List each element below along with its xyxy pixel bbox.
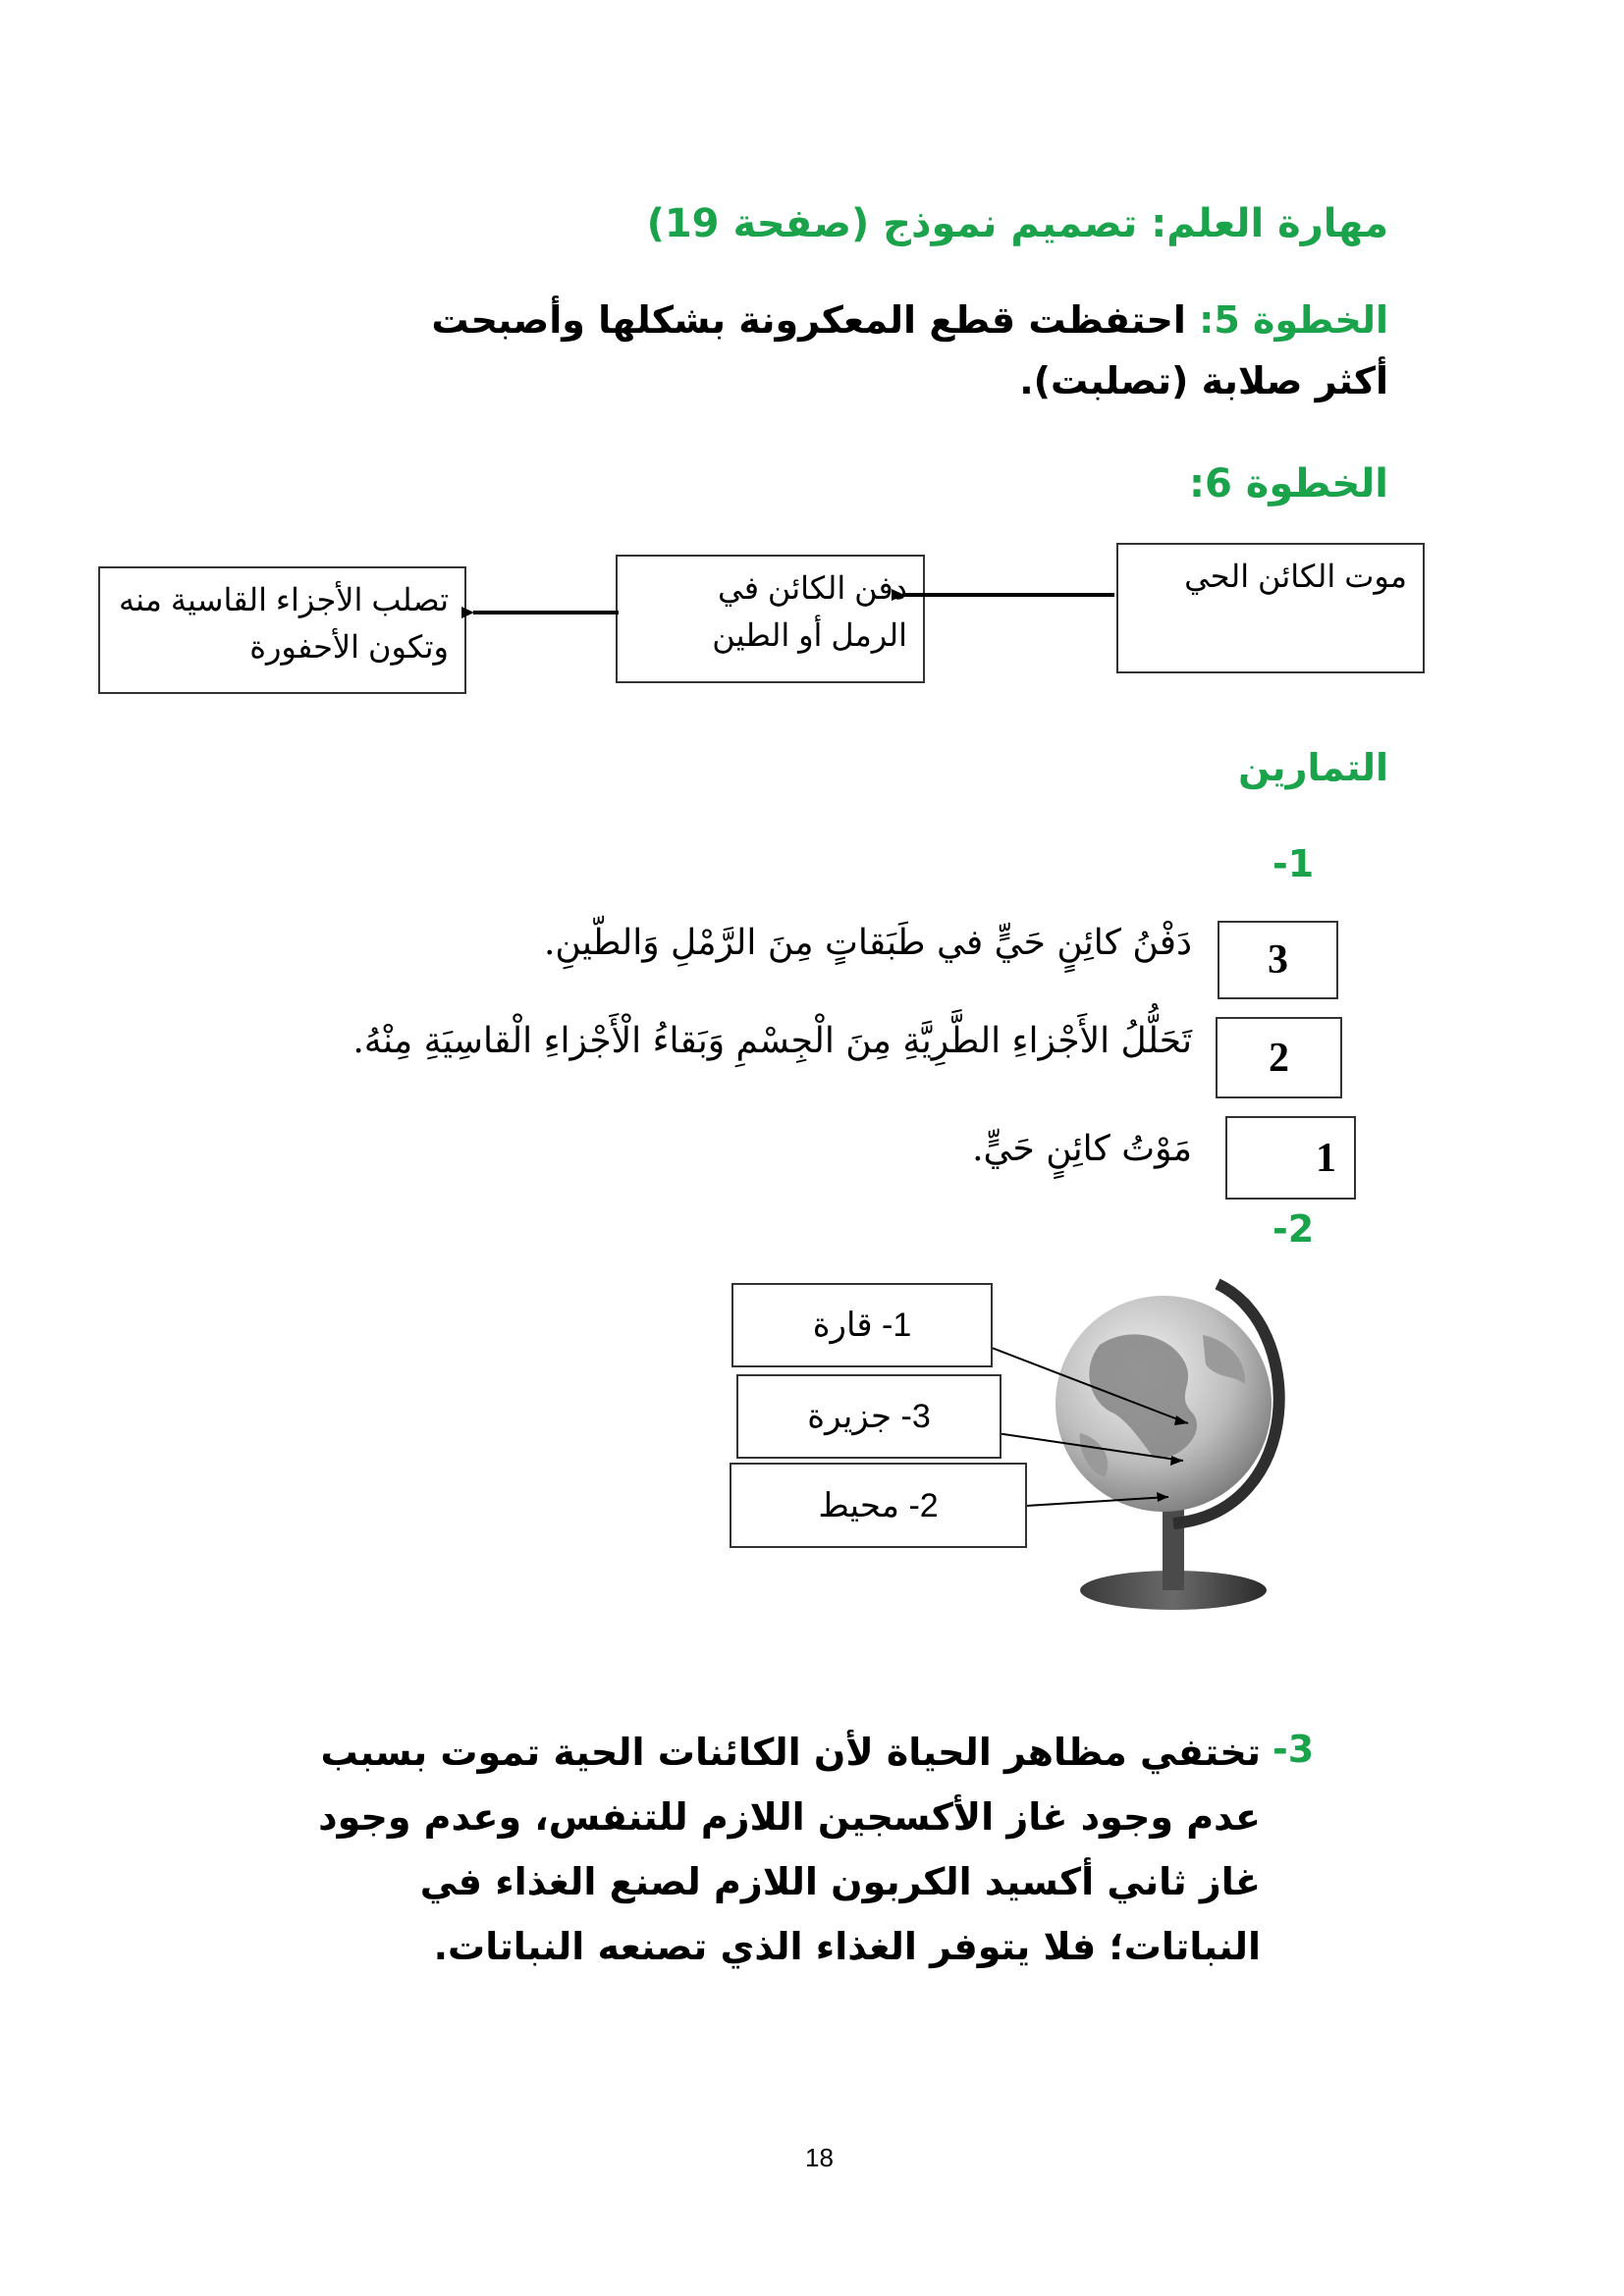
flow-box-burial: دفن الكائن في الرمل أو الطين [616, 555, 925, 683]
flow-box-death: موت الكائن الحي [1116, 543, 1425, 673]
ex1-statement-3: مَوْتُ كائِنٍ حَيٍّ. [972, 1129, 1192, 1169]
exercises-heading: التمارين [1238, 746, 1388, 789]
step6-label: الخطوة 6: [1189, 461, 1388, 507]
flow-box-fossil: تصلب الأجزاء القاسية منه وتكون الأحفورة [98, 566, 466, 694]
ex2-number: -2 [1272, 1207, 1315, 1251]
ex3-answer: تختفي مظاهر الحياة لأن الكائنات الحية تموت بسبب عدم وجود غاز الأكسجين اللازم للتنفس، وعدم وجود غاز ثاني أكسيد الكربون اللازم لصنع الغذاء في النباتات؛ فلا يتوفر الغذاء الذي تصنعه النباتات. [318, 1731, 1261, 1968]
ex1-order-box-1: 3 [1218, 921, 1338, 999]
globe-label-island: 3- جزيرة [736, 1374, 1001, 1459]
step5-text: احتفظت قطع المعكرونة بشكلها وأصبحت أكثر صلابة (تصلبت). [431, 298, 1388, 402]
ex1-order-box-2: 2 [1216, 1017, 1342, 1098]
ex1-statement-1: دَفْنُ كائِنٍ حَيٍّ في طَبَقاتٍ مِنَ الرَّمْلِ وَالطّينِ. [543, 923, 1192, 963]
ex3-number: -3 [1272, 1728, 1315, 1771]
skill-heading: مهارة العلم: تصميم نموذج (صفحة 19) [646, 201, 1388, 246]
ex1-order-box-3: 1 [1225, 1116, 1356, 1200]
step5-label: الخطوة 5: [1199, 298, 1388, 342]
globe-label-continent: 1- قارة [731, 1283, 993, 1367]
ex1-number: -1 [1272, 842, 1315, 885]
page-number: 18 [805, 2143, 834, 2172]
globe-label-ocean: 2- محيط [730, 1463, 1027, 1548]
ex1-statement-2: تَحَلُّلُ الأَجْزاءِ الطَّرِيَّةِ مِنَ الْجِسْمِ وَبَقاءُ الْأَجْزاءِ الْقاسِيَةِ مِنْهُ. [352, 1021, 1192, 1061]
